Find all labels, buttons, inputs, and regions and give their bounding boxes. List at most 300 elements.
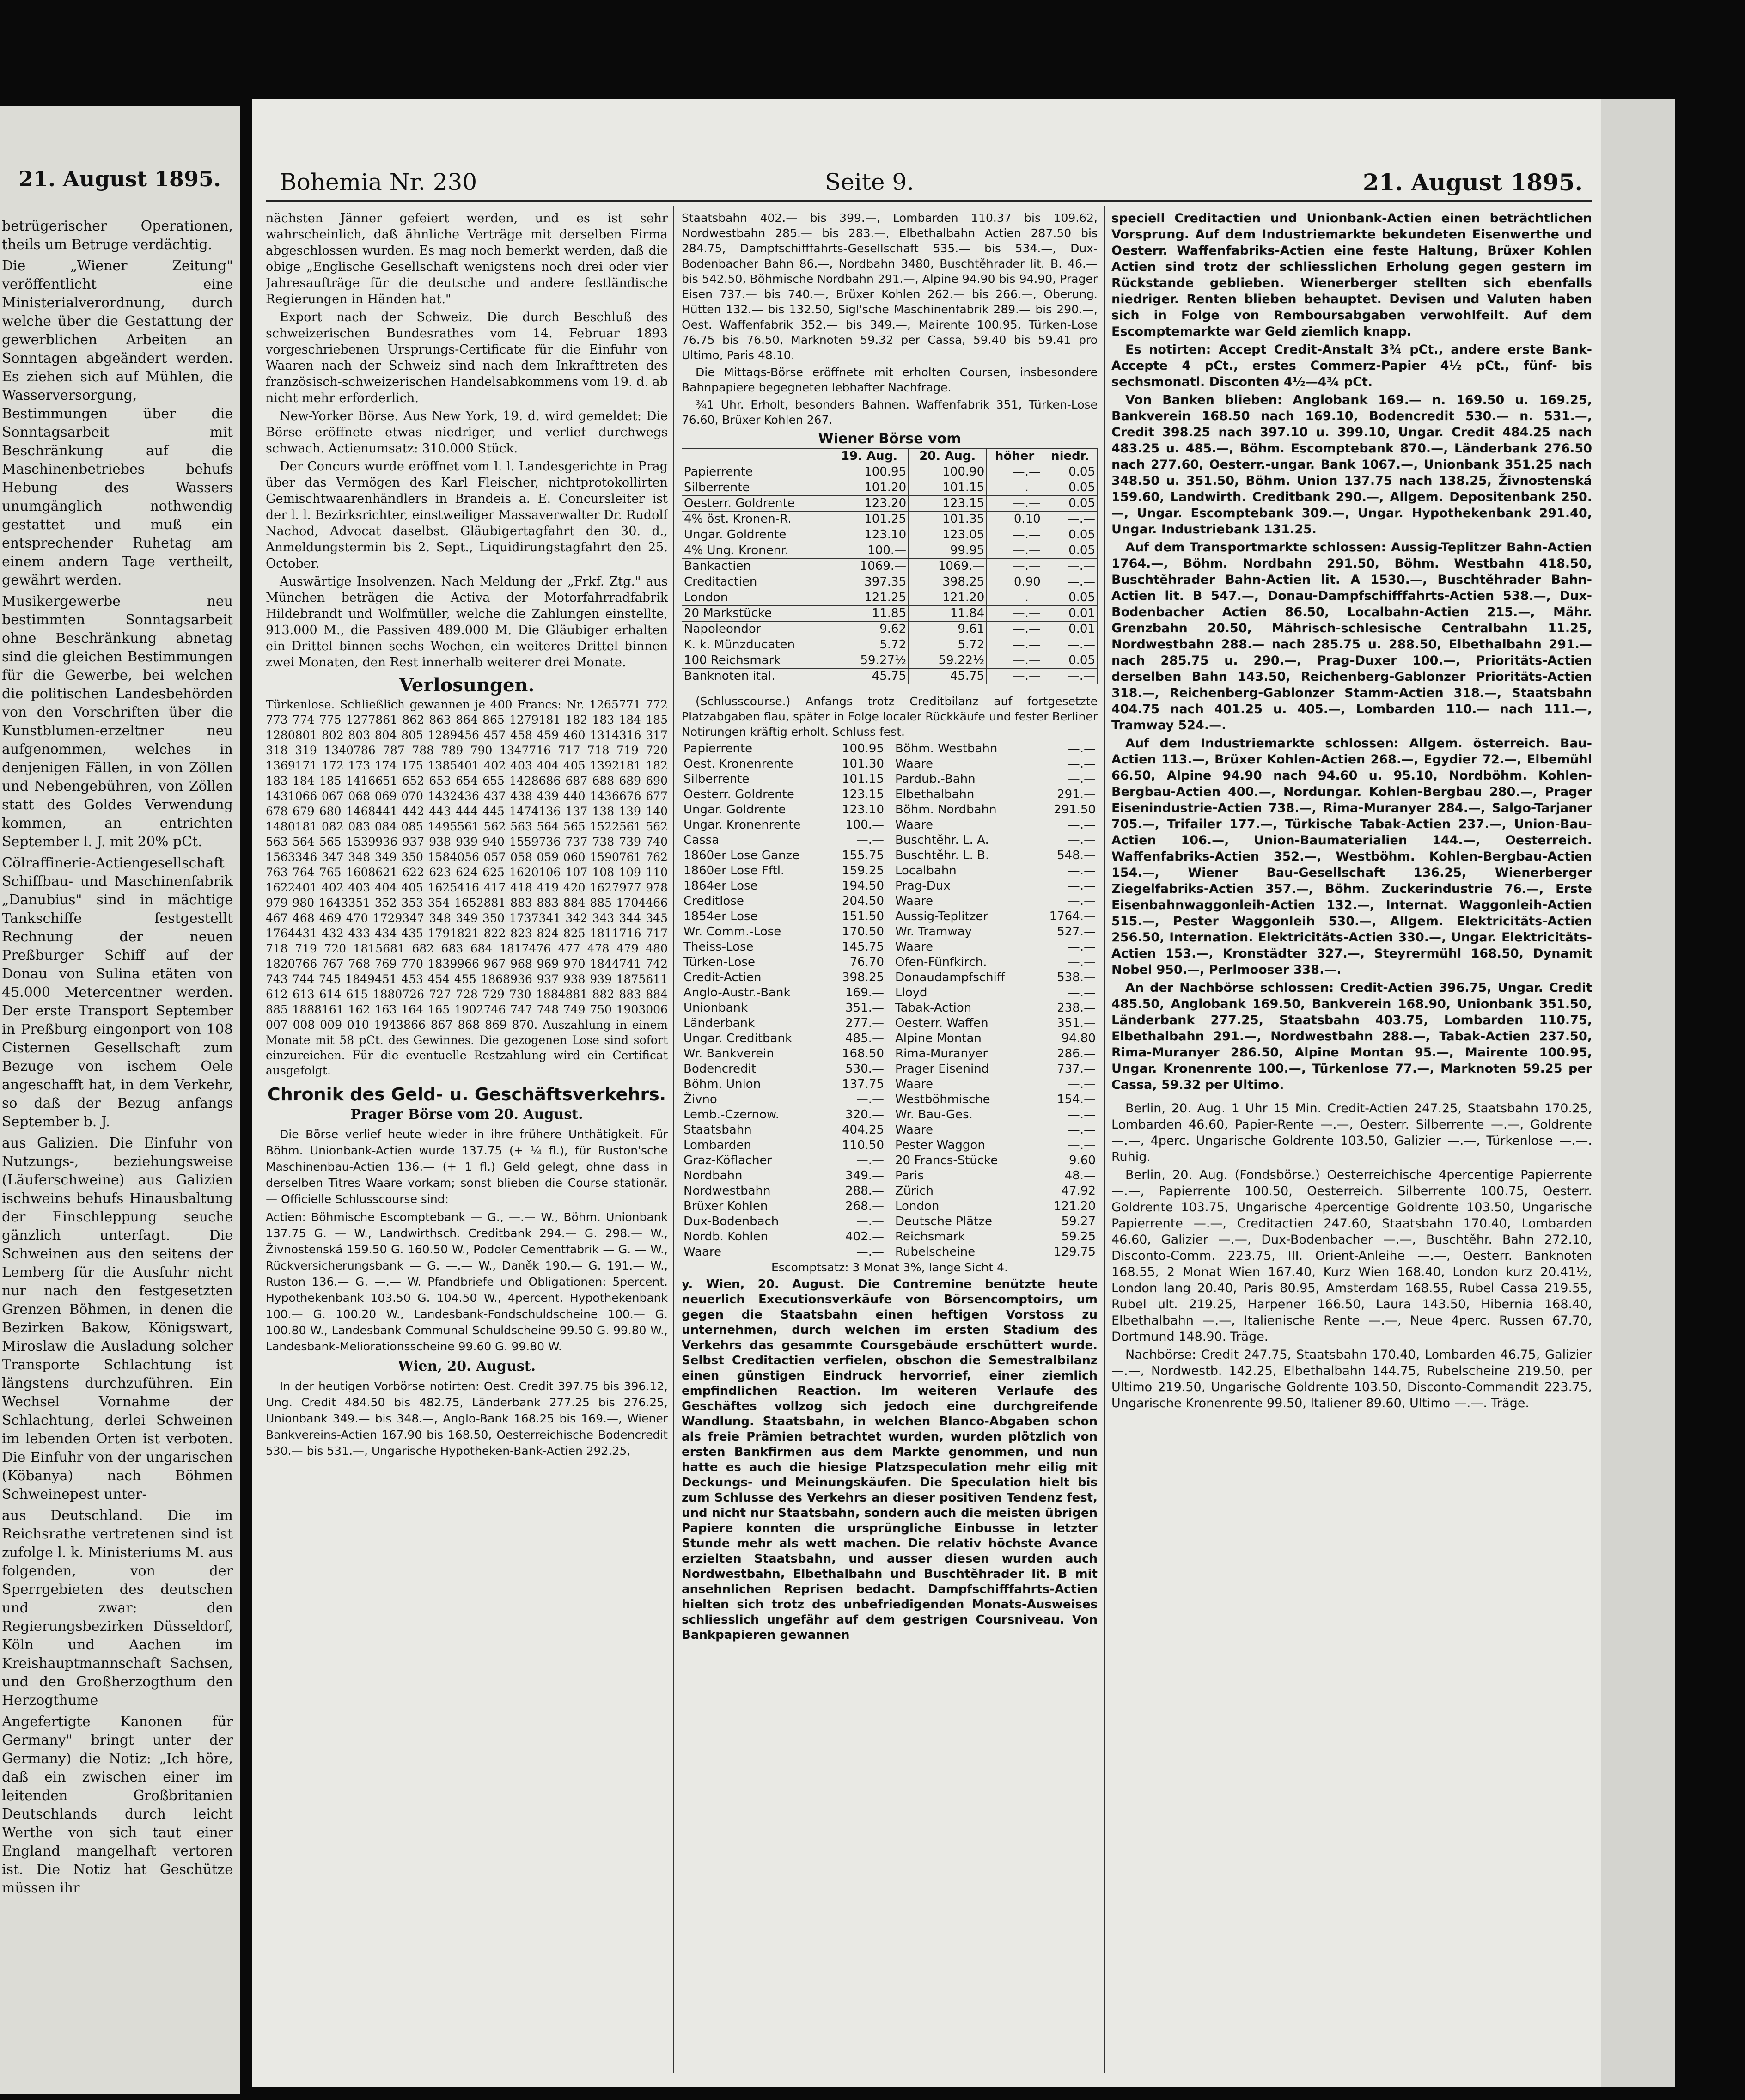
security-price: 59.27 bbox=[1061, 1215, 1096, 1228]
security-name: Tabak-Action bbox=[895, 1001, 972, 1015]
table-cell-value: 99.95 bbox=[909, 543, 987, 559]
table-cell-value: —.— bbox=[987, 496, 1043, 512]
security-price: —.— bbox=[1068, 1108, 1096, 1122]
security-name: Lombarden bbox=[683, 1138, 751, 1152]
table-cell-value: —.— bbox=[987, 527, 1043, 543]
security-price: 101.30 bbox=[842, 757, 884, 771]
table-cell-label: Silberrente bbox=[682, 480, 830, 496]
article-paragraph: Der Concurs wurde eröffnet vom l. l. Landesgerichte in Prag über das Vermögen des Karl Fleischer, nichtprotokollirten Gemischtwaarenhändlers in Brandeis a. E. Concursleiter ist der l. l. Bezirksrichter, einstweiliger Massaverwalter Dr. Rudolf Nachod, Advocat daselbst. Gläubigertagfahrt den 30. d., Anmeldungstermin bis 2. Sept., Liquidirungstagfahrt den 25. October. bbox=[266, 459, 668, 571]
security-name: Deutsche Plätze bbox=[895, 1215, 992, 1228]
table-cell-value: 101.20 bbox=[830, 480, 909, 496]
security-price: 76.70 bbox=[849, 955, 884, 969]
newspaper-page bbox=[252, 99, 1601, 2087]
table-row bbox=[682, 622, 1098, 637]
table-cell-value: 101.35 bbox=[909, 512, 987, 527]
security-price: 204.50 bbox=[842, 894, 884, 908]
security-price: 291.— bbox=[1057, 788, 1096, 801]
security-name: Waare bbox=[895, 894, 934, 908]
table-cell-value: 5.72 bbox=[830, 637, 909, 653]
table-cell-value: 9.62 bbox=[830, 622, 909, 637]
table-cell-value: 123.15 bbox=[909, 496, 987, 512]
table-cell-value: 100.90 bbox=[909, 464, 987, 480]
list-item bbox=[682, 863, 886, 879]
list-item bbox=[682, 985, 886, 1001]
table-cell-value: 100.95 bbox=[830, 464, 909, 480]
table-row bbox=[682, 480, 1098, 496]
table-cell-value: 121.20 bbox=[909, 590, 987, 606]
security-name: Anglo-Austr.-Bank bbox=[683, 986, 791, 1000]
table-cell-value: 59.22½ bbox=[909, 653, 987, 669]
security-name: Pardub.-Bahn bbox=[895, 772, 976, 786]
table-cell-value: 0.05 bbox=[1043, 653, 1097, 669]
table-row bbox=[682, 464, 1098, 480]
list-item bbox=[682, 802, 886, 818]
table-cell-value: —.— bbox=[987, 653, 1043, 669]
security-price: 238.— bbox=[1057, 1001, 1096, 1015]
previous-page-text bbox=[0, 217, 236, 2084]
security-name: Länderbank bbox=[683, 1016, 755, 1030]
security-name: Ungar. Goldrente bbox=[683, 803, 786, 817]
security-price: 110.50 bbox=[842, 1138, 884, 1152]
table-header-cell: 19. Aug. bbox=[830, 449, 909, 464]
security-price: —.— bbox=[1068, 757, 1096, 771]
list-item bbox=[682, 909, 886, 924]
list-item bbox=[682, 970, 886, 985]
list-item bbox=[893, 772, 1098, 787]
list-item bbox=[893, 970, 1098, 985]
table-cell-value: 11.85 bbox=[830, 606, 909, 622]
article-paragraph: Es notirten: Accept Credit-Anstalt 3¾ pCt., andere erste Bank-Accepte 4 pCt., erstes Commerz-Papier 4½ pCt., fünf- bis sechsmonatl. Disconten 4½—4¾ pCt. bbox=[1111, 342, 1592, 389]
list-item bbox=[682, 1107, 886, 1123]
list-item bbox=[682, 818, 886, 833]
table-cell-value: —.— bbox=[987, 559, 1043, 574]
list-item bbox=[682, 1245, 886, 1260]
list-item bbox=[682, 1138, 886, 1153]
table-cell-value: 0.01 bbox=[1043, 622, 1097, 637]
list-item bbox=[682, 1153, 886, 1168]
security-name: Böhm. Nordbahn bbox=[895, 803, 997, 817]
header-date: 21. August 1895. bbox=[1362, 169, 1583, 196]
security-price: 1764.— bbox=[1049, 910, 1096, 923]
list-item bbox=[893, 985, 1098, 1001]
security-name: Ungar. Kronenrente bbox=[683, 818, 801, 832]
table-row bbox=[682, 512, 1098, 527]
security-name: Brüxer Kohlen bbox=[683, 1199, 768, 1213]
column-rule bbox=[673, 206, 674, 2073]
list-item bbox=[682, 1092, 886, 1107]
security-price: —.— bbox=[1068, 772, 1096, 786]
section-heading-chronik: Chronik des Geld- u. Geschäftsverkehrs. bbox=[267, 1084, 666, 1105]
security-price: —.— bbox=[1068, 1123, 1096, 1137]
security-name: Bodencredit bbox=[683, 1062, 757, 1076]
table-cell-label: 4% Ung. Kronenr. bbox=[682, 543, 830, 559]
table-header-cell: 20. Aug. bbox=[909, 449, 987, 464]
article-paragraph: Berlin, 20. Aug. (Fondsbörse.) Oesterreichische 4percentige Papierrente —.—, Papierrente 100.50, Oesterreich. Silberrente 100.75, Oesterr. Goldrente 103.75, Ungarische 4percentige Goldrente 103.50, Ungarische Papierrente —.—, Creditactien 247.60, Staatsbahn 170.40, Lombarden 46.60, Galizier —.—, Dux-Bodenbacher —.—, Buschtěhr. Bahn 272.10, Disconto-Comm. 223.75, III. Orient-Anleihe —.—, Oesterr. Banknoten 168.55, 2 Monat Wien 167.40, Kurz Wien 168.40, London kurz 20.41½, London lang 20.40, Paris 80.95, Amsterdam 168.55, Rubel Cassa 219.55, Rubel ult. 219.25, Harpener 166.50, Laura 143.50, Hibernia 168.40, Elbethalbahn —.—, Italienische Rente —.—, Neue 4perc. Russen 67.70, Dortmund 148.90. Träge. bbox=[1111, 1168, 1592, 1344]
list-item bbox=[682, 757, 886, 772]
column-2 bbox=[682, 210, 1098, 2077]
table-cell-value: 123.10 bbox=[830, 527, 909, 543]
table-cell-label: K. k. Münzducaten bbox=[682, 637, 830, 653]
table-cell-value: 1069.— bbox=[909, 559, 987, 574]
security-price: —.— bbox=[1068, 955, 1096, 969]
table-row bbox=[682, 559, 1098, 574]
table-row bbox=[682, 527, 1098, 543]
table-cell-label: 4% öst. Kronen-R. bbox=[682, 512, 830, 527]
security-price: 101.15 bbox=[842, 772, 884, 786]
kurs-lists bbox=[682, 741, 1098, 1260]
table-row bbox=[682, 496, 1098, 512]
column-rule bbox=[1104, 206, 1105, 2073]
security-price: 47.92 bbox=[1061, 1184, 1096, 1198]
list-item bbox=[893, 1123, 1098, 1138]
security-name: Waare bbox=[895, 757, 934, 771]
list-item bbox=[893, 1062, 1098, 1077]
escompte-text: Escomptsatz: 3 Monat 3%, lange Sicht 4. bbox=[771, 1261, 1008, 1274]
table-cell-value: 11.84 bbox=[909, 606, 987, 622]
lp-paragraph: Die „Wiener Zeitung" veröffentlicht eine Ministerialverordnung, durch welche über die Gestattung der gewerblichen Arbeiten an Sonntagen abgeändert werden. Es ziehen sich auf Mühlen, die Wasserversorgung, Bestimmungen über die Sonntagsarbeit mit Beschränkung auf die Maschinenbetriebes behufs Hebung des Wassers unumgänglich nothwendig gestattet und muß ein entsprechender Ruhetag am einem andern Tage vertheilt, gewährt werden. bbox=[2, 258, 233, 588]
list-item bbox=[893, 741, 1098, 757]
header-paper-name: Bohemia Nr. 230 bbox=[280, 169, 477, 195]
column-3 bbox=[1111, 210, 1592, 2077]
article-paragraph: Auf dem Transportmarkte schlossen: Aussig-Teplitzer Bahn-Actien 1764.—, Böhm. Nordbahn 291.50, Böhm. Westbahn 418.50, Buschtěhrader Bahn-Actien lit. A 1530.—, Buschtěhrader Bahn-Actien lit. B 547.—, Donau-Dampfschifffahrts-Actien 538.—, Dux-Bodenbacher Actien 86.50, Localbahn-Actien 215.—, Mähr. Grenzbahn 20.50, Mährisch-schlesische Centralbahn 11.25, Nordwestbahn 288.— nach 285.75 u. 288.50, Elbethalbahn 291.— nach 285.75 u. 290.—, Prag-Duxer 100.—, Prioritäts-Actien derselben Bahn 143.50, Reichenberg-Gablonzer Prioritäts-Actien 318.—, Reichenberg-Gablonzer Stamm-Actien 318.—, Staatsbahn 404.75 nach 401.25 u. 405.—, Lombarden 110.— nach 111.—, Tramway 524.—. bbox=[1111, 540, 1592, 733]
table-cell-value: 398.25 bbox=[909, 574, 987, 590]
kurs-table-right bbox=[893, 741, 1098, 1260]
security-price: 170.50 bbox=[842, 925, 884, 939]
article-paragraph: Staatsbahn 402.— bis 399.—, Lombarden 110.37 bis 109.62, Nordwestbahn 285.— bis 283.—, Elbethalbahn Actien 287.50 bis 284.75, Dampfschifffahrts-Gesellschaft 535.— bis 534.—, Dux-Bodenbacher Bahn 86.—, Nordbahn 3480, Buschtěhrader lit. B. 46.— bis 542.50, Böhmische Nordbahn 291.—, Alpine 94.90 bis 94.90, Prager Eisen 737.— bis 740.—, Brüxer Kohlen 262.— bis 266.—, Oberung. Hütten 132.— bis 132.50, Sigl'sche Maschinenfabrik 289.— bis 290.—, Oest. Waffenfabrik 352.— bis 349.—, Mairente 100.95, Türken-Lose 76.75 bis 76.50, Marknoten 59.32 per Cassa, 59.40 bis 59.41 pro Ultimo, Paris 48.10. bbox=[682, 211, 1098, 362]
security-price: 123.10 bbox=[842, 803, 884, 817]
security-price: 737.— bbox=[1057, 1062, 1096, 1076]
security-price: 398.25 bbox=[842, 971, 884, 984]
security-price: 48.— bbox=[1064, 1169, 1096, 1183]
security-price: —.— bbox=[1068, 894, 1096, 908]
list-item bbox=[893, 1031, 1098, 1046]
security-name: Alpine Montan bbox=[895, 1032, 982, 1045]
table-header-cell bbox=[682, 449, 830, 464]
table-cell-value: 9.61 bbox=[909, 622, 987, 637]
article-paragraph: Die Mittags-Börse eröffnete mit erholten Coursen, insbesondere Bahnpapiere begegneten lebhafter Nachfrage. bbox=[682, 366, 1098, 394]
wien-report: y. Wien, 20. August. Die Contremine benützte heute neuerlich Executionsverkäufe von Börsencomptoirs, um gegen die Staatsbahn einen heftigen Vorstoss zu unternehmen, durch welchen im ersten Stadium des Verkehrs das gesammte Coursgebäude erschüttert wurde. Selbst Creditactien verfielen, obschon die Semestralbilanz einen günstigen Eindruck hervorrief, einer ziemlich empfindlichen Reaction. Im weiteren Verlaufe des Geschäftes vollzog sich jedoch eine durchgreifende Wandlung. Staatsbahn, in welchen Blanco-Abgaben schon als freie Prämien betrachtet wurden, wurden plötzlich von ersten Bankfirmen aus dem Markte genommen, und nun hatte es auch die hiesige Platzspeculation mehr eilig mit Deckungs- und Meinungskäufen. Die Speculation hielt bis zum Schlusse des Verkehrs an dieser positiven Tendenz fest, und nicht nur Staatsbahn, sondern auch die meisten übrigen Papiere konnten die ursprüngliche Einbusse in letzter Stunde mehr als wett machen. Die relativ höchste Avance erzielten Staatsbahn, und ausser diesen wurden auch Nordwestbahn, Elbethalbahn und Buschtěhrader lit. B mit ansehnlichen Reprisen bedacht. Dampfschifffahrts-Actien hielten sich trotz des unbefriedigenden Monats-Ausweises schliesslich ungefähr auf dem gestrigen Coursniveau. Von Bankpapieren gewannen bbox=[682, 1277, 1098, 1642]
security-name: Papierrente bbox=[683, 742, 753, 756]
security-price: —.— bbox=[856, 1245, 884, 1259]
list-item bbox=[893, 924, 1098, 940]
table-header-cell: höher bbox=[987, 449, 1043, 464]
lp-paragraph: Angefertigte Kanonen für Germany" bringt unter der Germany) die Notiz: „Ich höre, daß ein zwischen einer im leitenden Großbritanien Deutschlands durch leicht Werthe von sich taut einer England mangelhaft vertoren ist. Die Notiz hat Geschütze müssen ihr bbox=[2, 1714, 233, 1896]
security-name: Böhm. Westbahn bbox=[895, 742, 998, 756]
security-name: Cassa bbox=[683, 833, 720, 847]
table-cell-value: 121.25 bbox=[830, 590, 909, 606]
security-name: Nordbahn bbox=[683, 1169, 743, 1183]
table-cell-value: 101.25 bbox=[830, 512, 909, 527]
security-price: —.— bbox=[1068, 1138, 1096, 1152]
security-name: Rubelscheine bbox=[895, 1245, 976, 1259]
list-item bbox=[893, 955, 1098, 970]
table-cell-value: —.— bbox=[987, 669, 1043, 684]
security-name: Rima-Muranyer bbox=[895, 1047, 988, 1061]
table-header-row bbox=[682, 449, 1098, 464]
header-page-number: Seite 9. bbox=[825, 169, 915, 195]
security-price: 351.— bbox=[845, 1001, 884, 1015]
lp-paragraph: betrügerischer Operationen, theils um Betruge verdächtig. bbox=[2, 218, 233, 253]
security-name: Credit-Actien bbox=[683, 971, 762, 984]
security-price: 100.95 bbox=[842, 742, 884, 756]
list-item bbox=[682, 1016, 886, 1031]
table-cell-value: 0.05 bbox=[1043, 543, 1097, 559]
list-item bbox=[893, 1214, 1098, 1229]
table-cell-value: 0.90 bbox=[987, 574, 1043, 590]
table-cell-label: London bbox=[682, 590, 830, 606]
security-price: 154.— bbox=[1057, 1093, 1096, 1106]
security-price: 59.25 bbox=[1061, 1230, 1096, 1244]
header-rule bbox=[266, 200, 1592, 202]
security-price: 9.60 bbox=[1069, 1154, 1096, 1167]
security-name: Zürich bbox=[895, 1184, 934, 1198]
table-cell-value: 397.35 bbox=[830, 574, 909, 590]
list-item bbox=[893, 1092, 1098, 1107]
table-row bbox=[682, 606, 1098, 622]
security-price: 402.— bbox=[845, 1230, 884, 1244]
table-cell-value: 59.27½ bbox=[830, 653, 909, 669]
security-name: Böhm. Union bbox=[683, 1077, 761, 1091]
security-price: 527.— bbox=[1057, 925, 1096, 939]
table-cell-value: 0.10 bbox=[987, 512, 1043, 527]
list-item bbox=[682, 1046, 886, 1062]
wien-heading: Wien, 20. August. bbox=[397, 1358, 536, 1374]
security-name: Silberrente bbox=[683, 772, 750, 786]
article-paragraph: An der Nachbörse schlossen: Credit-Actien 396.75, Ungar. Credit 485.50, Anglobank 169.50, Bankverein 168.90, Unionbank 351.50, Länderbank 277.25, Staatsbahn 403.75, Lombarden 110.75, Elbethalbahn 291.—, Nordwestbahn 288.—, Tabak-Actien 237.50, Rima-Muranyer 286.50, Alpine Montan 95.—, Mairente 100.95, Ungar. Kronenrente 100.—, Türkenlose 77.—, Marknoten 59.25 per Cassa, 59.32 per Ultimo. bbox=[1111, 981, 1592, 1092]
table-row bbox=[682, 574, 1098, 590]
list-item bbox=[893, 894, 1098, 909]
security-name: Paris bbox=[895, 1169, 924, 1183]
security-name: Wr. Tramway bbox=[895, 925, 972, 939]
security-price: 145.75 bbox=[842, 940, 884, 954]
lp-paragraph: aus Deutschland. Die im Reichsrathe vertretenen sind ist zufolge l. k. Ministeriums M. aus folgenden, von der Sperrgebieten des deutschen und zwar: den Regierungsbezirken Düsseldorf, Köln und Aachen im Kreishauptmannschaft Sachsen, und den Großherzogthum den Herzogthume bbox=[2, 1508, 233, 1709]
list-item bbox=[682, 894, 886, 909]
list-item bbox=[893, 1001, 1098, 1016]
article-paragraph: nächsten Jänner gefeiert werden, und es ist sehr wahrscheinlich, daß ähnliche Verträge mit derselben Firma abgeschlossen wurden. Es mag noch bemerkt werden, daß die obige „Englische Gesellschaft wenigstens noch drei oder vier Jahresaufträge für die deutsche und andere festländische Regierungen in Händen hat." bbox=[266, 211, 668, 306]
list-item bbox=[682, 1229, 886, 1245]
security-name: Lloyd bbox=[895, 986, 927, 1000]
table-cell-value: —.— bbox=[987, 622, 1043, 637]
list-item bbox=[893, 940, 1098, 955]
security-name: Dux-Bodenbach bbox=[683, 1215, 779, 1228]
list-item bbox=[682, 1077, 886, 1092]
security-price: 268.— bbox=[845, 1199, 884, 1213]
table-cell-value: 5.72 bbox=[909, 637, 987, 653]
security-name: Theiss-Lose bbox=[683, 940, 754, 954]
security-name: Oesterr. Waffen bbox=[895, 1016, 988, 1030]
list-item bbox=[682, 1184, 886, 1199]
table-cell-value: —.— bbox=[1043, 637, 1097, 653]
schluss-text: (Schlusscourse.) Anfangs trotz Creditbilanz auf fortgesetzte Platzabgaben flau, später in Folge localer Rückkäufe und fester Berliner Notirungen kräftig erholt. Schluss fest. bbox=[682, 695, 1098, 739]
table-cell-value: 0.05 bbox=[1043, 480, 1097, 496]
security-name: Lemb.-Czernow. bbox=[683, 1108, 780, 1122]
lp-paragraph: Cölraffinerie-Actiengesellschaft Schiffbau- und Maschinenfabrik „Danubius" sind in mächtige Tankschiffe festgestellt Rechnung der neuen Preßburger Schiff auf der Donau von Sulina etäten von 45.000 Metercentner werden. Der erste Transport September in Preßburg eingonport von 108 Cisternen Gesellschaft zum Bezuge von ischem Oele angeschafft hat, in dem Verkehr, so daß der Bezug anfangs September b. J. bbox=[2, 855, 233, 1130]
security-name: Waare bbox=[895, 940, 934, 954]
table-cell-value: 0.05 bbox=[1043, 496, 1097, 512]
security-name: Unionbank bbox=[683, 1001, 748, 1015]
table-header-cell: niedr. bbox=[1043, 449, 1097, 464]
table-cell-value: —.— bbox=[1043, 669, 1097, 684]
security-name: Waare bbox=[895, 1077, 934, 1091]
table-cell-value: —.— bbox=[987, 480, 1043, 496]
table-cell-value: —.— bbox=[987, 606, 1043, 622]
table-cell-label: Banknoten ital. bbox=[682, 669, 830, 684]
security-price: —.— bbox=[1068, 879, 1096, 893]
list-item bbox=[682, 1001, 886, 1016]
list-item bbox=[682, 879, 886, 894]
article-paragraph: New-Yorker Börse. Aus New York, 19. d. wird gemeldet: Die Börse eröffnete etwas niedriger, und verlief durchwegs schwach. Actienumsatz: 310.000 Stück. bbox=[266, 409, 668, 456]
list-item bbox=[893, 1229, 1098, 1245]
prager-boerse-heading: Prager Börse vom 20. August. bbox=[350, 1106, 583, 1123]
security-price: 538.— bbox=[1057, 971, 1096, 984]
table-cell-value: 45.75 bbox=[909, 669, 987, 684]
table-cell-value: 0.05 bbox=[1043, 527, 1097, 543]
table-cell-value: —.— bbox=[987, 543, 1043, 559]
kurs-table-left bbox=[682, 741, 886, 1260]
table-row bbox=[682, 653, 1098, 669]
security-name: Graz-Köflacher bbox=[683, 1154, 772, 1167]
security-price: 121.20 bbox=[1054, 1199, 1096, 1213]
security-price: 351.— bbox=[1057, 1016, 1096, 1030]
table-cell-value: —.— bbox=[1043, 512, 1097, 527]
security-price: —.— bbox=[1068, 1077, 1096, 1091]
list-item bbox=[893, 818, 1098, 833]
security-name: Waare bbox=[683, 1245, 722, 1259]
security-price: 194.50 bbox=[842, 879, 884, 893]
list-item bbox=[893, 879, 1098, 894]
list-item bbox=[682, 833, 886, 848]
list-item bbox=[893, 1199, 1098, 1214]
list-item bbox=[682, 787, 886, 802]
security-name: Wr. Bankverein bbox=[683, 1047, 774, 1061]
previous-page bbox=[0, 106, 240, 2094]
section-heading-verlosungen: Verlosungen. bbox=[399, 674, 535, 696]
table-cell-label: 100 Reichsmark bbox=[682, 653, 830, 669]
security-name: Waare bbox=[895, 818, 934, 832]
table-cell-label: Bankactien bbox=[682, 559, 830, 574]
security-price: 291.50 bbox=[1054, 803, 1096, 817]
page-header bbox=[252, 169, 1601, 201]
security-price: 129.75 bbox=[1054, 1245, 1096, 1259]
previous-page-header: 21. August 1895. bbox=[18, 166, 221, 191]
list-item bbox=[682, 1123, 886, 1138]
wiener-boerse-table bbox=[682, 448, 1098, 684]
table-cell-value: 0.01 bbox=[1043, 606, 1097, 622]
list-item bbox=[682, 848, 886, 863]
table-row bbox=[682, 543, 1098, 559]
table-cell-value: 0.05 bbox=[1043, 464, 1097, 480]
security-name: Buschtěhr. L. B. bbox=[895, 849, 989, 862]
list-item bbox=[893, 1016, 1098, 1031]
security-name: Aussig-Teplitzer bbox=[895, 910, 988, 923]
security-name: London bbox=[895, 1199, 940, 1213]
security-price: —.— bbox=[1068, 742, 1096, 756]
security-name: Localbahn bbox=[895, 864, 957, 878]
table-cell-value: —.— bbox=[1043, 574, 1097, 590]
prager-actien: Actien: Böhmische Escomptebank — G., —.— W., Böhm. Unionbank 137.75 G. — W., Landwirthsch. Creditbank 294.— G. 298.— W., Živnostenská 159.50 G. 160.50 W., Podoler Cementfabrik — G. — W., Rückversicherungsbank — G. —.— W., Daněk 190.— G. 191.— W., Ruston 136.— G. —.— W. Pfandbriefe und Obligationen: 5percent. Hypothekenbank 103.50 G. 104.50 W., 4percent. Hypothekenbank 100.— G. 100.20 W., Landesbank-Fondschuldscheine 100.— G. 100.80 W., Landesbank-Communal-Schuldscheine 99.50 G. 99.80 W., Landesbank-Meliorationsscheine 99.60 G. 99.80 W. bbox=[266, 1210, 668, 1353]
list-item bbox=[893, 757, 1098, 772]
security-price: 349.— bbox=[845, 1169, 884, 1183]
security-price: 155.75 bbox=[842, 849, 884, 862]
list-item bbox=[682, 1214, 886, 1229]
verlosungen-text: Türkenlose. Schließlich gewannen je 400 Francs: Nr. 1265771 772 773 774 775 1277861 862 863 864 865 1279181 182 183 184 185 1280801 802 803 804 805 1289456 457 458 459 460 1314316 317 318 319 1340786 787 788 789 790 1347716 717 718 719 720 1369171 172 173 174 175 1385401 402 403 404 405 1392181 182 183 184 185 1416651 652 653 654 655 1428686 687 688 689 690 1431066 067 068 069 070 1432436 437 438 439 440 1436676 677 678 679 680 1468441 442 443 444 445 1474136 137 138 139 140 1480181 082 083 084 085 1495561 562 563 564 565 1522561 562 563 564 565 1539936 937 938 939 940 1559736 737 738 739 740 1563346 347 348 349 350 1584056 057 058 059 060 1590761 762 763 764 765 1608621 622 623 624 625 1620106 107 108 109 110 1622401 402 403 404 405 1625416 417 418 419 420 1627977 978 979 980 1643351 352 353 354 1652881 883 883 884 885 1704466 467 468 469 470 1729347 348 349 350 1737341 342 343 344 345 1764431 432 433 434 435 1791821 822 823 824 825 1811716 717 718 719 720 1815681 682 683 684 1817476 477 478 479 480 1820766 767 768 769 770 1839966 967 968 969 970 1844741 742 743 744 745 1849451 453 454 455 1868936 937 938 939 1875611 612 613 614 615 1880726 727 728 729 730 1884881 882 883 884 885 1888161 162 163 164 165 1902746 747 748 749 750 1903006 007 008 009 010 1943866 867 868 869 870. Auszahlung in einem Monate mit 58 pCt. des Gewinnes. Die gezogenen Lose sind sofort einzureichen. Für die eventuelle Restzahlung wird ein Certificat ausgefolgt. bbox=[266, 698, 668, 1077]
table-cell-value: —.— bbox=[987, 590, 1043, 606]
security-name: Wr. Comm.-Lose bbox=[683, 925, 781, 939]
security-name: 20 Francs-Stücke bbox=[895, 1154, 998, 1167]
list-item bbox=[682, 772, 886, 787]
security-name: Prag-Dux bbox=[895, 879, 951, 893]
security-name: Nordb. Kohlen bbox=[683, 1230, 768, 1244]
security-name: Oesterr. Goldrente bbox=[683, 788, 794, 801]
security-name: 1860er Lose Ganze bbox=[683, 849, 800, 862]
security-price: —.— bbox=[1068, 864, 1096, 878]
security-name: Živno bbox=[683, 1093, 717, 1106]
security-name: Pester Waggon bbox=[895, 1138, 985, 1152]
table-cell-label: Papierrente bbox=[682, 464, 830, 480]
article-paragraph: ¾1 Uhr. Erholt, besonders Bahnen. Waffenfabrik 351, Türken-Lose 76.60, Brüxer Kohlen 267. bbox=[682, 398, 1098, 427]
security-name: Wr. Bau-Ges. bbox=[895, 1108, 973, 1122]
security-name: Westböhmische bbox=[895, 1093, 990, 1106]
list-item bbox=[893, 1184, 1098, 1199]
security-price: 530.— bbox=[845, 1062, 884, 1076]
security-price: 320.— bbox=[845, 1108, 884, 1122]
article-paragraph: Von Banken blieben: Anglobank 169.— n. 169.50 u. 169.25, Bankverein 168.50 nach 169.10, Bodencredit 530.— n. 531.—, Credit 398.25 nach 397.10 u. 399.10, Ungar. Credit 484.25 nach 483.25 u. 485.—, Böhm. Escomptebank 870.—, Länderbank 276.50 nach 277.60, Oesterr.-ungar. Bank 1067.—, Unionbank 351.25 nach 348.50 u. 351.50, Böhm. Union 137.75 nach 138.25, Živnostenská 159.60, Landwirth. Creditbank 290.—, Allgem. Depositenbank 250.—, Ungar. Escomptebank 309.—, Ungar. Hypothekenbank 291.40, Ungar. Industriebank 131.25. bbox=[1111, 393, 1592, 537]
security-price: —.— bbox=[1068, 818, 1096, 832]
table-cell-value: 45.75 bbox=[830, 669, 909, 684]
list-item bbox=[682, 1031, 886, 1046]
security-price: 159.25 bbox=[842, 864, 884, 878]
security-name: Ofen-Fünfkirch. bbox=[895, 955, 987, 969]
security-name: Prager Eisenind bbox=[895, 1062, 989, 1076]
list-item bbox=[893, 833, 1098, 848]
security-price: 151.50 bbox=[842, 910, 884, 923]
security-name: Türken-Lose bbox=[683, 955, 755, 969]
table-row bbox=[682, 590, 1098, 606]
article-paragraph: Auswärtige Insolvenzen. Nach Meldung der „Frkf. Ztg." aus München beträgen die Activa der Motorfahrradfabrik Hildebrandt und Wolfmüller, welche die Zahlungen einstellte, 913.000 M., die Passiven 489.000 M. Die Gläubiger erhalten ein Drittel binnen sechs Wochen, ein weiteres Drittel binnen zwei Monaten, den Rest innerhalb weiterer drei Monate. bbox=[266, 574, 668, 670]
list-item bbox=[682, 1168, 886, 1184]
article-paragraph: Auf dem Industriemarkte schlossen: Allgem. österreich. Bau-Actien 113.—, Brüxer Kohlen-Actien 268.—, Egydier 72.—, Elbemühl 66.50, Alpine 94.90 nach 94.60 u. 95.10, Nordböhm. Kohlen-Bergbau-Actien 400.—, Nordungar. Kohlen-Bergbau 280.—, Prager Eisenindustrie-Actien 738.—, Rima-Muranyer 284.—, Salgo-Tarjaner 705.—, Trifailer 177.—, Türkische Tabak-Actien 237.—, Union-Bau-Actien 106.—, Union-Baumaterialien 144.—, Oesterreich. Waffenfabriks-Actien 352.—, Westböhm. Kohlen-Bergbau-Actien 154.—, Wiener Bau-Gesellschaft 136.25, Wienerberger Ziegelfabriks-Actien 357.—, Böhm. Zuckerindustrie 76.—, Erste Eisenbahnwaggonleih-Actien 132.—, Internat. Waggonleih-Actien 515.—, Pester Waggonleih 530.—, Allgem. Elektricitäts-Actien 256.50, Internation. Elektricitäts-Actien 330.—, Ungar. Elektricitäts-Actien 153.—, Kronstädter 327.—, Steyrermühl 168.50, Dynamit Nobel 950.—, Perlmooser 338.—. bbox=[1111, 736, 1592, 977]
list-item bbox=[682, 741, 886, 757]
article-paragraph: Nachbörse: Credit 247.75, Staatsbahn 170.40, Lombarden 46.75, Galizier —.—, Nordwestb. 142.25, Elbethalbahn 144.75, Rubelscheine 219.50, per Ultimo 219.50, Ungarische Goldrente 103.50, Disconto-Commandit 223.75, Ungarische Kronenrente 99.50, Italiener 89.60, Ultimo —.—. Träge. bbox=[1111, 1348, 1592, 1410]
security-price: 123.15 bbox=[842, 788, 884, 801]
table-cell-value: —.— bbox=[987, 464, 1043, 480]
security-name: Nordwestbahn bbox=[683, 1184, 771, 1198]
table-cell-value: 0.05 bbox=[1043, 590, 1097, 606]
security-price: —.— bbox=[856, 1154, 884, 1167]
table-cell-label: Oesterr. Goldrente bbox=[682, 496, 830, 512]
security-name: 1854er Lose bbox=[683, 910, 758, 923]
security-name: Reichsmark bbox=[895, 1230, 965, 1244]
security-price: 168.50 bbox=[842, 1047, 884, 1061]
security-price: 100.— bbox=[845, 818, 884, 832]
security-price: —.— bbox=[856, 1215, 884, 1228]
table-cell-value: 101.15 bbox=[909, 480, 987, 496]
lp-paragraph: Musikergewerbe neu bestimmten Sonntagsarbeit ohne Beschränkung abnetag sind die gleichen Bestimmungen für die Gewerbe, bei welchen die politischen Landesbehörden von den Vorschriften über die Kunstblumen-erzeltner neu aufgenommen, welches in denjenigen Fällen, in von Zöllen und Nebengebühren, von Zöllen statt des Goldes Verwendung kommen, an entrichten September l. J. mit 20% pCt. bbox=[2, 593, 233, 850]
list-item bbox=[682, 955, 886, 970]
security-name: Elbethalbahn bbox=[895, 788, 975, 801]
list-item bbox=[893, 1138, 1098, 1153]
list-item bbox=[893, 1245, 1098, 1260]
security-name: 1860er Lose Fftl. bbox=[683, 864, 785, 878]
security-price: 286.— bbox=[1057, 1047, 1096, 1061]
security-price: 485.— bbox=[845, 1032, 884, 1045]
table-cell-label: Creditactien bbox=[682, 574, 830, 590]
security-name: 1864er Lose bbox=[683, 879, 758, 893]
article-paragraph: Export nach der Schweiz. Die durch Beschluß des schweizerischen Bundesrathes vom 14. Februar 1893 vorgeschriebenen Ursprungs-Certificate für die Einfuhr von Waaren nach der Schweiz sind nach dem Inkrafttreten des französisch-schweizerischen Handelsabkommens vom 19. d. ab nicht mehr erforderlich. bbox=[266, 310, 668, 405]
list-item bbox=[682, 1062, 886, 1077]
table-cell-label: Ungar. Goldrente bbox=[682, 527, 830, 543]
prager-text: Die Börse verlief heute wieder in ihre frühere Unthätigkeit. Für Böhm. Unionbank-Actien wurde 137.75 (+ ¼ fl.), für Ruston'sche Maschinenbau-Actien 136.— (+ 1 fl.) Geld gelegt, ohne dass in derselben Titres Waare vorkam; sonst blieben die Course stationär. — Officielle Schlusscourse sind: bbox=[266, 1128, 668, 1206]
